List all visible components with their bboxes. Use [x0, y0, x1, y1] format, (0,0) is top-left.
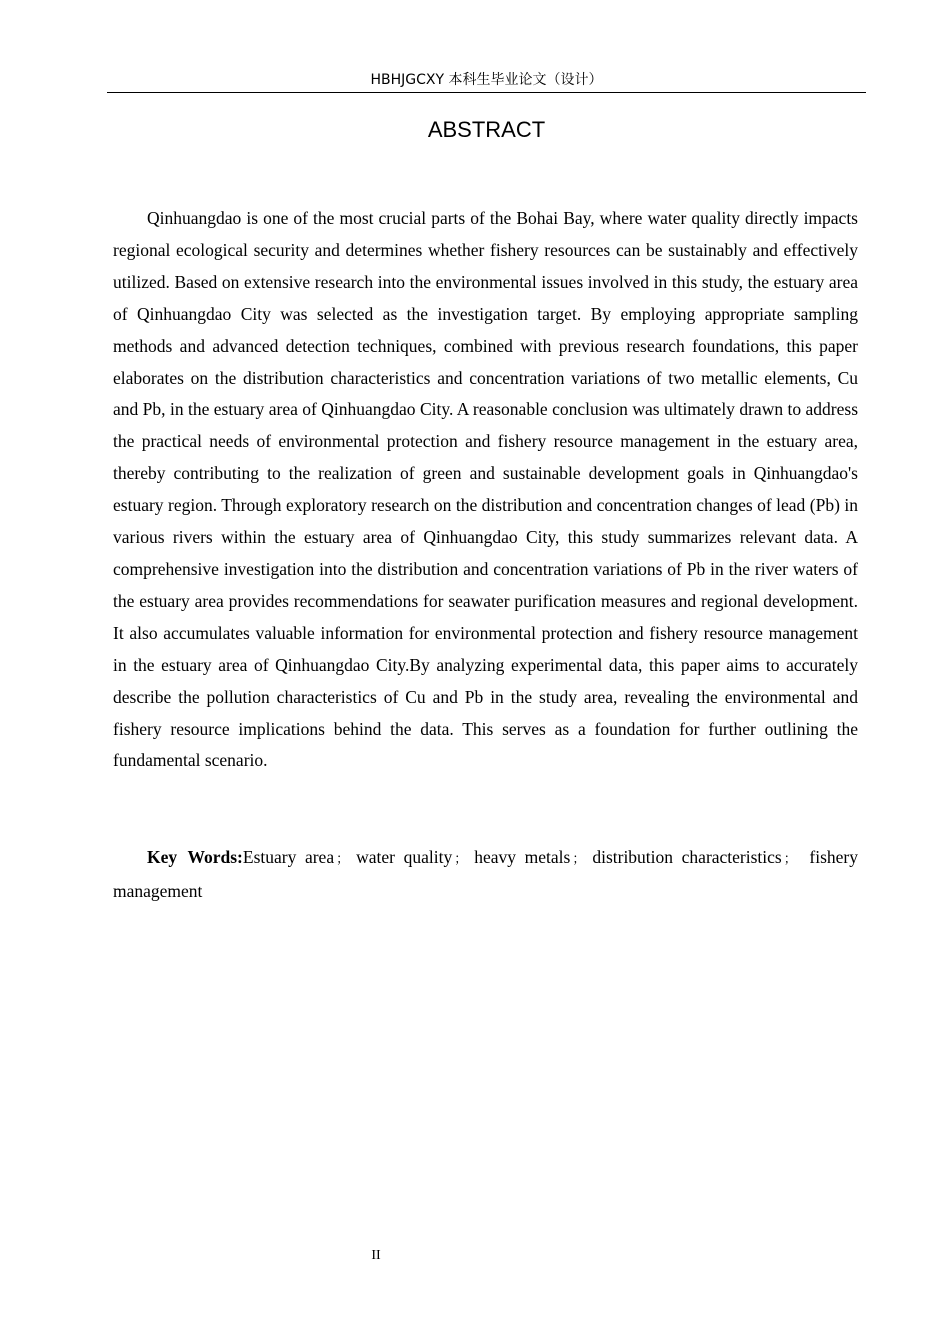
keyword-item: water quality	[356, 847, 453, 867]
keyword-separator: ；	[454, 852, 468, 867]
keyword-separator: ；	[783, 852, 797, 867]
keyword-item: distribution characteristics	[592, 847, 782, 867]
page-number: II	[371, 1248, 381, 1263]
page-header: HBHJGCXY 本科生毕业论文（设计）	[107, 70, 866, 93]
keywords-label: Key Words:	[147, 847, 243, 867]
keyword-item: fishery management	[113, 847, 858, 901]
keywords-paragraph	[113, 842, 858, 908]
keyword-separator: ；	[336, 852, 350, 867]
abstract-body: Qinhuangdao is one of the most crucial parts of the Bohai Bay, where water quality directly impacts regional ecological security and determines whether fishery resources can be sustainably and effectively utilized. Based on extensive research into the environmental issues involved in this study, the estuary area of Qinhuangdao City was selected as the investigation target. By employing appropriate sampling methods and advanced detection techniques, combined with previous research foundations, this paper elaborates on the distribution characteristics and concentration variations of two metallic elements, Cu and Pb, in the estuary area of Qinhuangdao City. A reasonable conclusion was ultimately drawn to address the practical needs of environmental protection and fishery resource management in the estuary area, thereby contributing to the realization of green and sustainable development goals in Qinhuangdao's estuary region. Through exploratory research on the distribution and concentration changes of lead (Pb) in various rivers within the estuary area of Qinhuangdao City, this study summarizes relevant data. A comprehensive investigation into the distribution and concentration variations of Pb in the river waters of the estuary area provides recommendations for seawater purification measures and regional development. It also accumulates valuable information for environmental protection and fishery resource management in the estuary area of Qinhuangdao City.By analyzing experimental data, this paper aims to accurately describe the pollution characteristics of Cu and Pb in the study area, revealing the environmental and fishery resource implications behind the data. This serves as a foundation for further outlining the fundamental scenario.	[113, 208, 858, 771]
keyword-item: Estuary area	[242, 847, 335, 867]
keyword-item: heavy metals	[474, 847, 571, 867]
abstract-title: ABSTRACT	[427, 117, 546, 142]
keyword-separator: ；	[572, 852, 586, 867]
